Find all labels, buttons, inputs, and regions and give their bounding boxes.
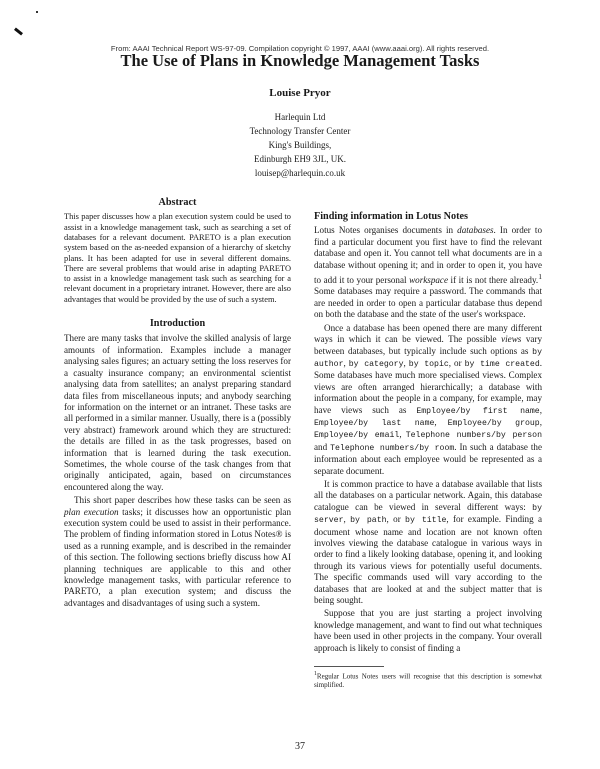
scan-dot	[36, 11, 38, 13]
affiliation-line: Technology Transfer Center	[249, 126, 351, 136]
finding-heading: Finding information in Lotus Notes	[314, 211, 468, 222]
page-number: 37	[295, 741, 305, 752]
finding-paragraph-3: It is common practice to have a database available that lists all the databases on a particular network. Again, this database catalogue can be viewed in several different ways: by server, by path, or by title, for example. Finding a document whose name and location are not known often involves viewing the database catalogue in various ways in order to find a likely looking database, opening it, and looking through its various views for potentially useful documents. The specific commands used will vary according to the databases that are looked at and the subject matter that is being sought.	[314, 478, 542, 606]
finding-paragraph-2: Once a database has been opened there are many different ways in which it can be viewed. The possible views vary between databases, but typically include such options as by author, by category, by topic, or by time created. Some databases have much more specialised views. Complex views are often arranged hierarchically; a database with information about the people in a company, for example, may have views such as Employee/by first name, Employee/by last name, Employee/by group, Employee/by email, Telephone numbers/by person and Telephone numbers/by room. In such a database the information about each employee would be represented as a separate document.	[314, 322, 543, 476]
finding-paragraph-1: Lotus Notes organises documents in databases. In order to find a particular document you first have to find the relevant database and open it. You cannot tell what documents are in a database without opening it; and in order to open it, you have to add it to your personal workspace if it is not there already.$^1$ Some databases may require a password. The commands that are needed in order to open a particular database thus depend on both the database and the state of the user's workspace.	[314, 225, 543, 320]
paper-title: The Use of Plans in Knowledge Management Tasks	[120, 51, 480, 70]
footnote-divider	[314, 666, 384, 667]
author-email: louisep@harlequin.co.uk	[254, 168, 346, 178]
affiliation-line: Harlequin Ltd	[274, 112, 326, 122]
left-column	[64, 197, 291, 611]
affiliation-line: Edinburgh EH9 3JL, UK.	[253, 154, 347, 164]
abstract-text: This paper discusses how a plan execution system could be used to assist in a knowledge management task, such as searching a set of databases for a relevant document. PARETO is a plan execution system based on the as-needed expansion of a hierarchy of sketchy plans. It has been adapted for use in several different domains. There are several problems that would arise in adapting PARETO to assist in a knowledge management task such as searching for a relevant document in a proprietary intranet. However, there are also advantages that would be provided by the use of such a system.	[64, 212, 291, 304]
source-line: From: AAAI Technical Report WS-97-09. Compilation copyright © 1997, AAAI (www.aaai.org). All rights reserved.	[110, 44, 490, 53]
affiliation-line: King's Buildings,	[268, 140, 332, 150]
finding-paragraph-4: Suppose that you are just starting a project involving knowledge management, and want to find out what techniques have been used in other projects in the company. Your overall approach is likely to consist of finding a	[314, 608, 542, 653]
introduction-heading: Introduction	[149, 318, 206, 330]
intro-paragraph-1: There are many tasks that involve the skilled analysis of large amounts of information. Examples include a manager analysing sales figures; an actuary setting the loss reserves for a casualty insurance company; an environmental scientist analysing data from satellites; an analyst preparing standard data files from miscellaneous inputs; and anybody searching for information on the internet or an intranet. These tasks are all performed in a similar manner. Usually, there is a (possibly very abstract) framework around which they are structured: the details are filled in as the task progresses, based on information that is learned during the task execution. Sometimes, the whole course of the task changes from that originally anticipated, again, based on circumstances encountered along the way.	[64, 333, 291, 492]
footnote: $^1$Regular Lotus Notes users will recognise that this description is somewhat simplified.	[314, 671, 542, 690]
author-name: Louise Pryor	[269, 87, 331, 99]
abstract-heading: Abstract	[158, 197, 197, 208]
right-column	[314, 211, 542, 690]
abstract-section	[64, 197, 291, 305]
footnote-ref: 1	[538, 272, 542, 282]
affiliation	[0, 110, 600, 180]
scan-mark	[14, 28, 23, 36]
intro-paragraph-2: This short paper describes how these tasks can be seen as plan execution tasks; it discusses how an opportunistic plan execution system could be used to assist in their performance. The problem of finding information stored in Lotus Notes® is used as a running example, and is described in the remainder of this section. The following sections briefly discuss how AI planning techniques are applicable to this and other knowledge management tasks, with particular reference to PARETO, a plan execution system; and discuss the advantages and disadvantages of using such a system.	[64, 495, 292, 608]
